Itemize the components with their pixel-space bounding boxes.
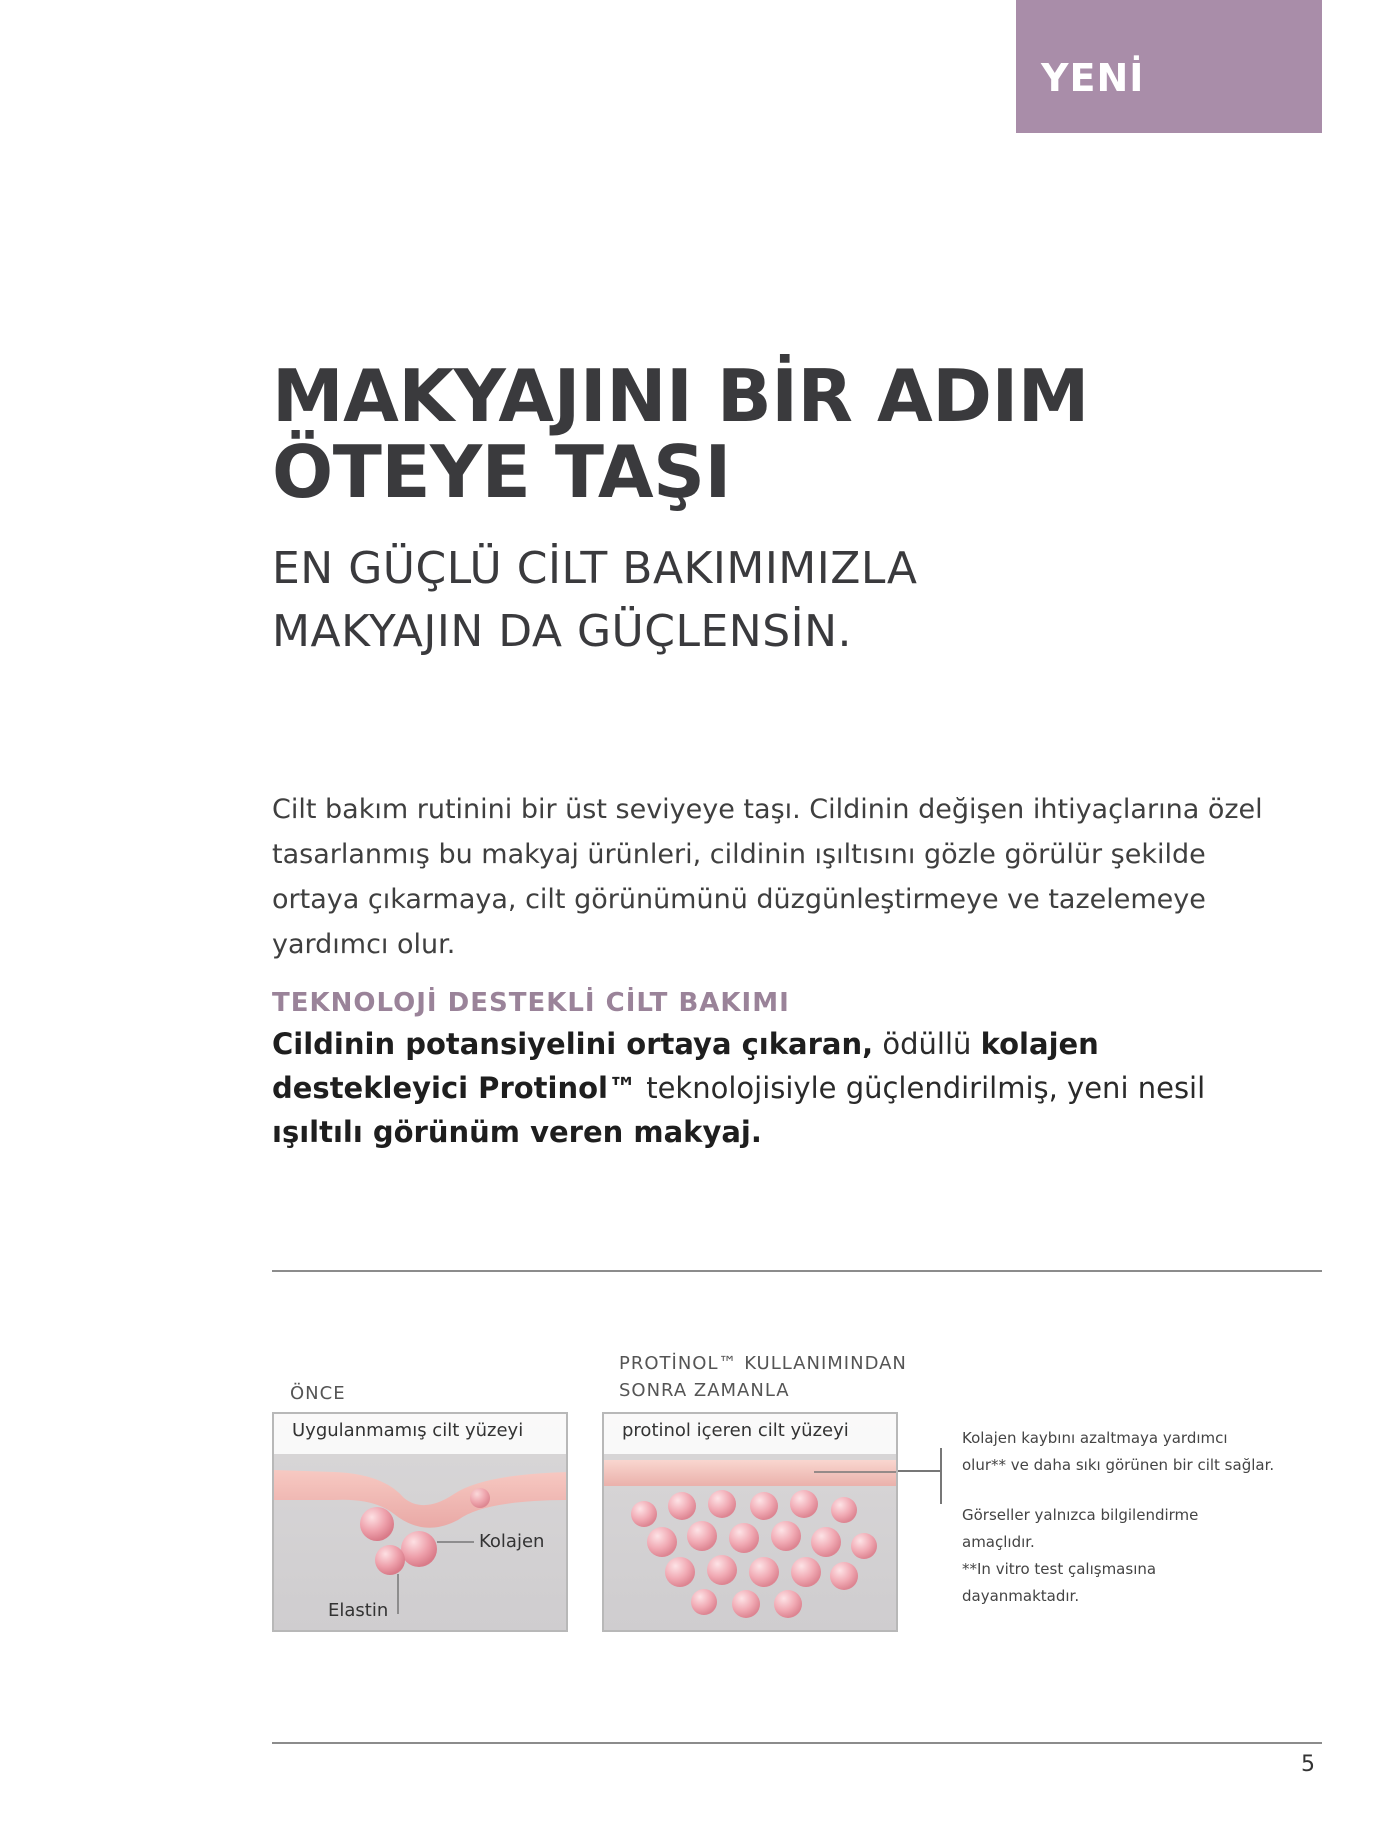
before-collagen-ball-2 [401,1531,437,1567]
side-note-line-5: **In vitro test çalışmasına [962,1560,1157,1578]
after-collagen-ball [750,1492,778,1520]
after-caption-line-2: SONRA ZAMANLA [619,1380,790,1401]
side-note-disclaimer [962,1502,1198,1610]
after-caption-line-1: PROTİNOL™ KULLANIMINDAN [619,1353,907,1374]
after-collagen-ball [831,1497,857,1523]
side-note-line-2: olur** ve daha sıkı görünen bir cilt sağlar. [962,1456,1275,1474]
note-connector-bracket [940,1448,942,1504]
new-badge-label: YENİ [1041,55,1145,100]
before-collagen-ball-1 [360,1507,394,1541]
tech-desc-bold-1: Cildinin potansiyelini ortaya çıkaran, [272,1027,874,1061]
after-collagen-ball [811,1527,841,1557]
headline [272,354,1089,514]
side-note-line-3: Görseller yalnızca bilgilendirme [962,1506,1199,1524]
headline-line-1: MAKYAJINI BİR ADIM [272,354,1089,438]
tech-section-title: TEKNOLOJİ DESTEKLİ CİLT BAKIMI [272,988,790,1018]
side-note-collagen [962,1425,1274,1479]
side-note-line-1: Kolajen kaybını azaltmaya yardımcı [962,1429,1228,1447]
after-collagen-ball [665,1557,695,1587]
after-collagen-ball [771,1521,801,1551]
tech-desc-bold-2: kolajen destekleyici Protinol™ [272,1027,1099,1105]
tech-desc-text-1: ödüllü [873,1027,981,1061]
before-elastin-label: Elastin [328,1600,389,1621]
after-collagen-ball [707,1555,737,1585]
after-caption [619,1350,907,1404]
after-collagen-ball [791,1557,821,1587]
before-collagen-ball-3 [375,1545,405,1575]
after-collagen-ball [631,1501,657,1527]
tech-desc-bold-3: ışıltılı görünüm veren makyaj. [272,1115,762,1149]
side-note-line-4: amaçlıdır. [962,1533,1035,1551]
after-collagen-ball [708,1490,736,1518]
headline-line-2: ÖTEYE TAŞI [272,430,731,514]
after-collagen-ball [830,1562,858,1590]
subheadline [272,537,918,663]
after-panel-label: protinol içeren cilt yüzeyi [604,1414,896,1454]
before-collagen-ball-4 [470,1488,490,1508]
before-collagen-label: Kolajen [479,1531,545,1552]
new-badge [1016,0,1322,133]
tech-desc-text-2: teknolojisiyle güçlendirilmiş, yeni nesil [636,1071,1206,1105]
before-skin-illustration [272,1412,568,1632]
divider-bottom [272,1742,1322,1744]
side-note-line-6: dayanmaktadır. [962,1587,1080,1605]
after-collagen-ball [691,1589,717,1615]
after-collagen-ball [687,1521,717,1551]
after-collagen-ball [729,1523,759,1553]
before-panel-label: Uygulanmamış cilt yüzeyi [274,1414,566,1454]
subheadline-line-2: MAKYAJIN DA GÜÇLENSİN. [272,606,853,657]
after-skin-layer [604,1460,898,1486]
after-collagen-cluster [631,1490,877,1618]
after-collagen-ball [647,1527,677,1557]
before-skin-layer [274,1470,568,1528]
page-number: 5 [1301,1752,1315,1777]
intro-paragraph: Cilt bakım rutinini bir üst seviyeye taşı. Cildinin değişen ihtiyaçlarına özel tasarlanmış bu makyaj ürünleri, cildinin ışıltısını gözle görülür şekilde ortaya çıkarmaya, cilt görünümünü düzgünleştirmeye ve tazelemeye yardımcı olur. [272,794,1263,960]
after-skin-illustration [602,1412,898,1632]
tech-description [272,1022,1302,1154]
divider-top [272,1270,1322,1272]
before-caption: ÖNCE [290,1383,346,1404]
after-collagen-ball [668,1492,696,1520]
after-collagen-ball [732,1590,760,1618]
after-collagen-ball [749,1557,779,1587]
after-collagen-ball [851,1533,877,1559]
subheadline-line-1: EN GÜÇLÜ CİLT BAKIMIMIZLA [272,543,918,594]
after-collagen-ball [774,1590,802,1618]
note-connector-line [898,1470,940,1472]
after-collagen-ball [790,1490,818,1518]
